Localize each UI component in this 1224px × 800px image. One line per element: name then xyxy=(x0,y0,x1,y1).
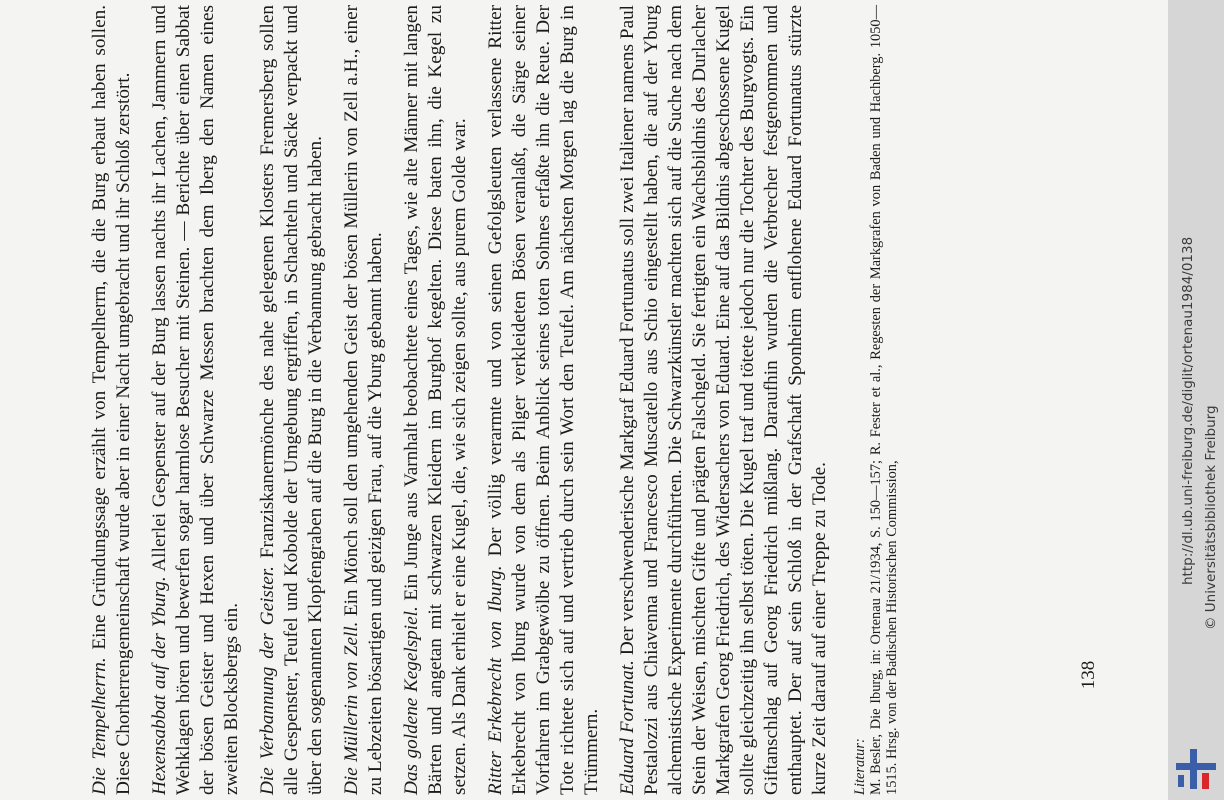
paragraph-heading: Hexensabbat auf der Yburg. xyxy=(149,576,170,795)
paragraph-text: Allerlei Gespenster auf der Burg lassen nachts ihr Lachen, Jammern und Wehklagen hören und bewerfen sogar harmlose Besucher mit Steinen. — Berichte über einen Sabbat der bösen Geister und Hexen und über Schwarze Messen brachten dem Iberg den Namen eines zweiten Blocksbergs ein. xyxy=(149,5,242,795)
paragraph-tempelherrn xyxy=(88,5,136,795)
paragraph-fortunat xyxy=(616,5,832,795)
literature-text: M. Besler, Die Iburg, in: Ortenau 21/1934, S. 150—157; R. Fester et al., Regesten der Markgrafen von Baden und Hachberg. 1050—1515. Hrsg. von der Badischen Historischen Commission, xyxy=(868,5,900,795)
paragraph-text: Der verschwenderische Markgraf Eduard Fortunatus soll zwei Italiener namens Paul Pestalozzi aus Chiavenna und Francesco Muscatello aus Schio eingestellt haben, die auf der Yburg alchemistische Experimente durchführten. Die Schwarzkünstler machten sich auf die Suche nach dem Stein der Weisen, mischten Gifte und prägten Falschgeld. Sie fertigten ein Wachsbildnis des Durlacher Markgrafen Georg Friedrich, des Widersachers von Eduard. Eine auf das Bildnis abgeschossene Kugel sollte gleichzeitig ihn selbst töten. Die Kugel traf und tötete jedoch nur die Tochter des Burgvogts. Ein Giftanschlag auf Georg Friedrich mißlang. Daraufhin wurden die Verbrecher festgenommen und enthauptet. Der auf sein Schloß in der Grafschaft Sponheim entflohene Eduard Fortunatus stürzte kurze Zeit darauf auf einer Treppe zu Tode. xyxy=(617,4,830,795)
paragraph-text: Ein Junge aus Varnhalt beobachtete eines Tages, wie alte Männer mit langen Bärten und angetan mit schwarzen Kleidern im Burghof kegelten. Diese baten ihn, die Kegel zu setzen. Als Dank erhielt er eine Kugel, die, wie sich zeigen sollte, aus purem Golde war. xyxy=(401,4,470,795)
paragraph-verbannung xyxy=(256,5,328,795)
paragraph-erkebrecht xyxy=(484,5,604,795)
paragraph-heading: Die Verbannung der Geister. xyxy=(257,566,278,795)
paragraph-text: Eine Gründungssage erzählt von Tempelherrn, die die Burg erbaut haben sollen. Diese Chorherrengemeinschaft wurde aber in einer Nacht umgebracht und ihr Schloß zerstört. xyxy=(89,5,134,795)
paragraph-text: Ein Mönch soll den umgehenden Geist der bösen Müllerin von Zell a.H., einer zu Lebzeiten bösartigen und geizigen Frau, auf die Yburg gebannt haben. xyxy=(341,4,386,795)
paragraph-heading: Eduard Fortunat. xyxy=(617,660,638,795)
paragraph-text: Franziskanermönche des nahe gelegenen Klosters Fremersberg sollen alle Gespenster, Teufel und Kobolde der Umgebung ergriffen, in Schachteln und Säcke verpackt und über den sogenannten Klopfengraben auf die Burg in die Verbannung gebracht haben. xyxy=(257,5,326,795)
paragraph-heading: Die Tempelherrn. xyxy=(89,657,110,795)
source-url[interactable]: http://dl.ub.uni-freiburg.de/diglit/ortenau1984/0138 xyxy=(1180,236,1196,585)
library-logo-icon xyxy=(1172,745,1220,793)
literature-label: Literatur: xyxy=(852,738,868,795)
rotated-text-block xyxy=(88,5,1098,795)
paragraph-heading: Das goldene Kegelspiel. xyxy=(401,606,422,795)
paragraph-kegelspiel xyxy=(400,5,472,795)
sidebar-strip xyxy=(1168,0,1224,800)
copyright-notice: © Universitätsbibliothek Freiburg xyxy=(1203,405,1219,630)
paragraph-heading: Ritter Erkebrecht von Iburg. xyxy=(485,565,506,795)
paragraph-muellerin xyxy=(340,5,388,795)
page-number: 138 xyxy=(1078,660,1099,690)
literature-section xyxy=(852,5,900,795)
paragraph-text: Der völlig verarmte und von seinen Gefolgsleuten verlassene Ritter Erkebrecht von Iburg wurde von dem als Pilger verkleideten Bösen veranlaßt, die Särge seiner Vorfahren im Grabgewölbe zu öffnen. Beim Anblick seines toten Sohnes erfaßte ihn die Reue. Der Tote richtete sich auf und vertrieb durch sein Wort den Teufel. Am nächsten Morgen lag die Burg in Trümmern. xyxy=(485,5,602,795)
paragraph-hexensabbat xyxy=(148,5,244,795)
paragraph-heading: Die Müllerin von Zell. xyxy=(341,621,362,795)
